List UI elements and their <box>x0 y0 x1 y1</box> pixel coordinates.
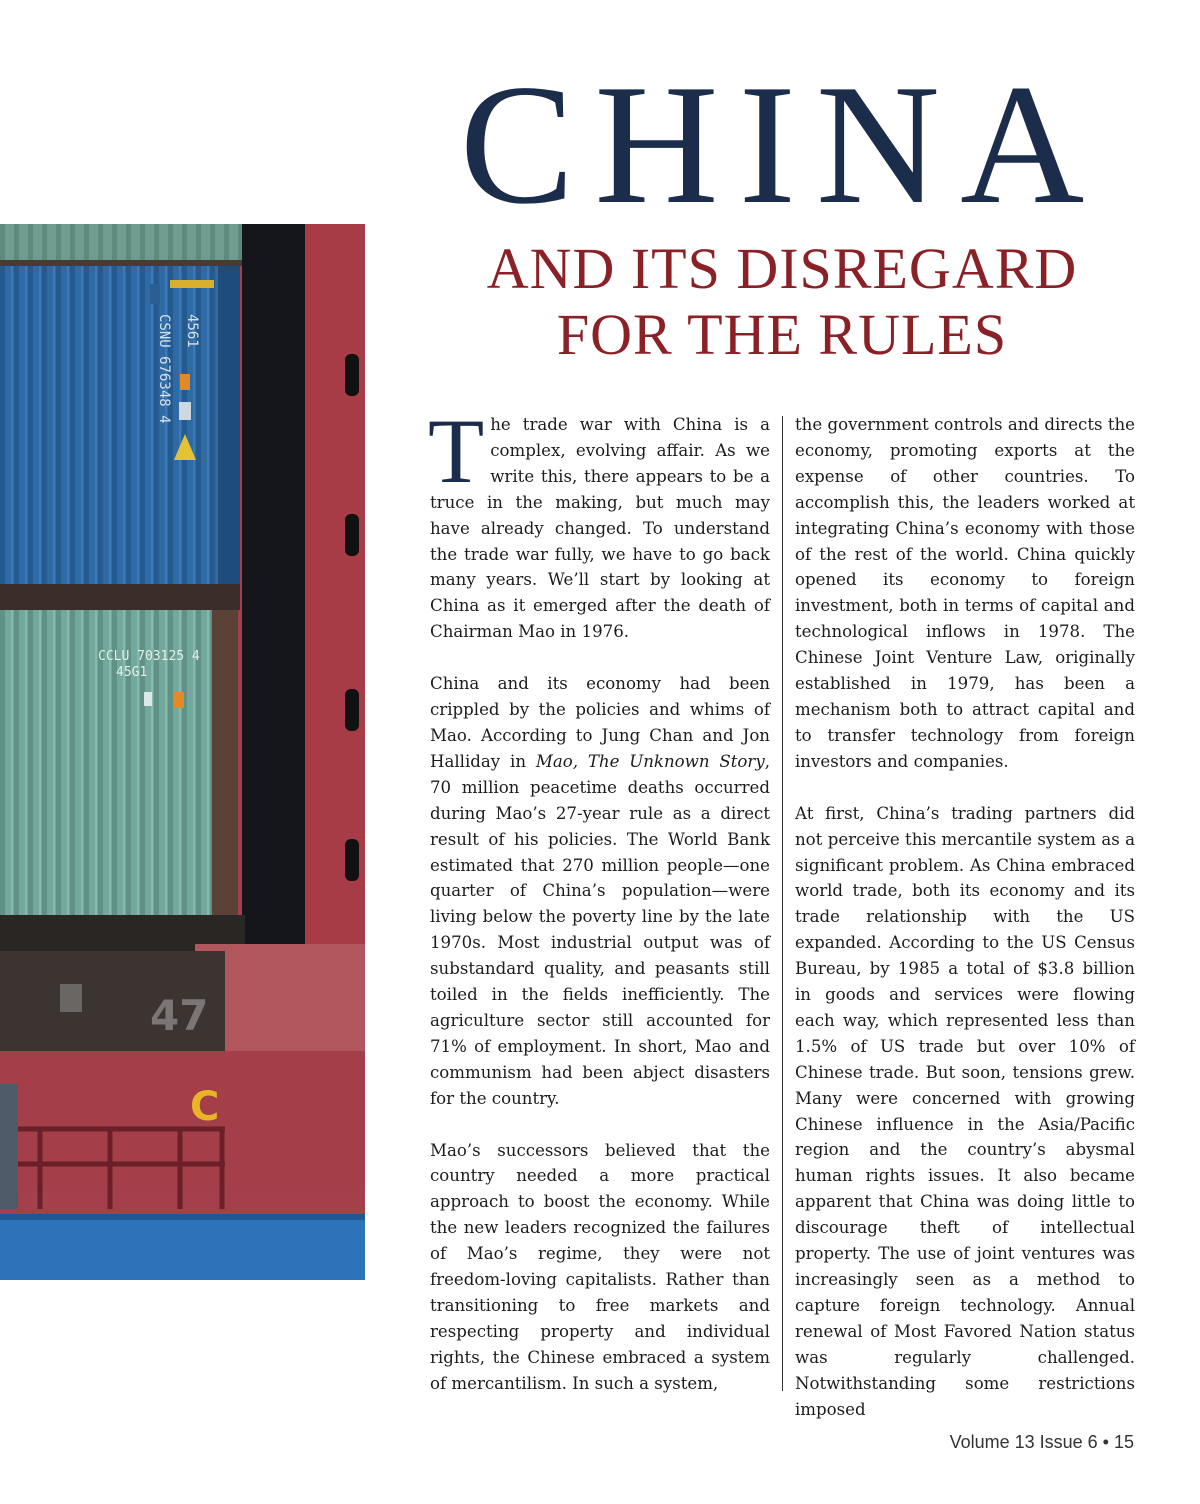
page-folio: Volume 13 Issue 6 • 15 <box>949 1432 1134 1452</box>
container-code-2: 4561 <box>184 314 200 348</box>
article-subtitle: AND ITS DISREGARD FOR THE RULES <box>486 236 1078 367</box>
drop-cap: T <box>428 400 485 502</box>
hull-number: 47 <box>150 991 209 1040</box>
container-code-1: CSNU 676348 4 <box>156 314 172 424</box>
container-code-4: 45G1 <box>116 665 148 680</box>
column-divider <box>782 416 783 1391</box>
article-column-right <box>795 412 1135 1422</box>
intro-text: he trade war with China is a complex, evolving affair. As we write this, there appears to be a truce in the making, but much may have already changed. To understand the trade war fully, we have to go back many years. We’ll start by looking at China as it emerged after the death of Chairman Mao in 1976. <box>430 415 770 642</box>
paragraph-mao <box>430 671 770 1111</box>
paragraph-intro <box>428 400 770 645</box>
paragraph-successors: Mao’s successors believed that the country needed a more practical approach to boost the economy. While the new leaders recognized the failures of Mao’s regime, they were not freedom-loving capitalists. Rather than transitioning to free markets and respecting property and individual rights, the Chinese embraced a system of mercantilism. In such a system, <box>430 1140 770 1393</box>
article-column-left <box>428 400 770 1397</box>
paragraph-trade-partners: At first, China’s trading partners did not perceive this mercantile system as a significant problem. As China embraced world trade, both its economy and its trade relationship with the US expanded. According to the US Census Bureau, by 1985 a total of $3.8 billion in goods and services were flowing each way, which represented less than 1.5% of US trade but over 10% of Chinese trade. But soon, tensions grew. Many were concerned with growing Chinese influence in the Asia/Pacific region and the country’s abysmal human rights issues. It also became apparent that China was doing little to discourage theft of intellectual property. The use of joint ventures was increasingly seen as a method to capture foreign technology. Annual renewal of Most Favored Nation status was regularly challenged. Notwithstanding some restrictions imposed <box>795 803 1135 1419</box>
container-ship-photo <box>0 224 365 1280</box>
container-code-3: CCLU 703125 4 <box>98 649 200 664</box>
hull-lettering: C <box>190 1084 220 1130</box>
article-title: CHINA <box>459 50 1105 240</box>
mao-text-b: , 70 million peacetime deaths occurred during Mao’s 27-year rule as a direct result of his policies. The World Bank estimated that 270 million people—one quarter of China’s population—were living below the poverty line by the late 1970s. Most industrial output was of substandard quality, and peasants still toiled in the fields inefficiently. The agriculture sector still accounted for 71% of employment. In short, Mao and communism had been abject disasters for the country. <box>430 751 770 1108</box>
book-title: Mao, The Unknown Story <box>535 751 765 771</box>
paragraph-mercantilism: the government controls and directs the economy, promoting exports at the expense of other countries. To accomplish this, the leaders worked at integrating China’s economy with those of the rest of the world. China quickly opened its economy to foreign investment, both in terms of capital and technological inflows in 1978. The Chinese Joint Venture Law, originally established in 1979, has been a mechanism both to attract capital and to transfer technology from foreign investors and companies. <box>795 415 1135 771</box>
mao-text-a: China and its economy had been crippled by the policies and whims of Mao. According to Jung Chan and Jon Halliday in <box>430 674 770 771</box>
